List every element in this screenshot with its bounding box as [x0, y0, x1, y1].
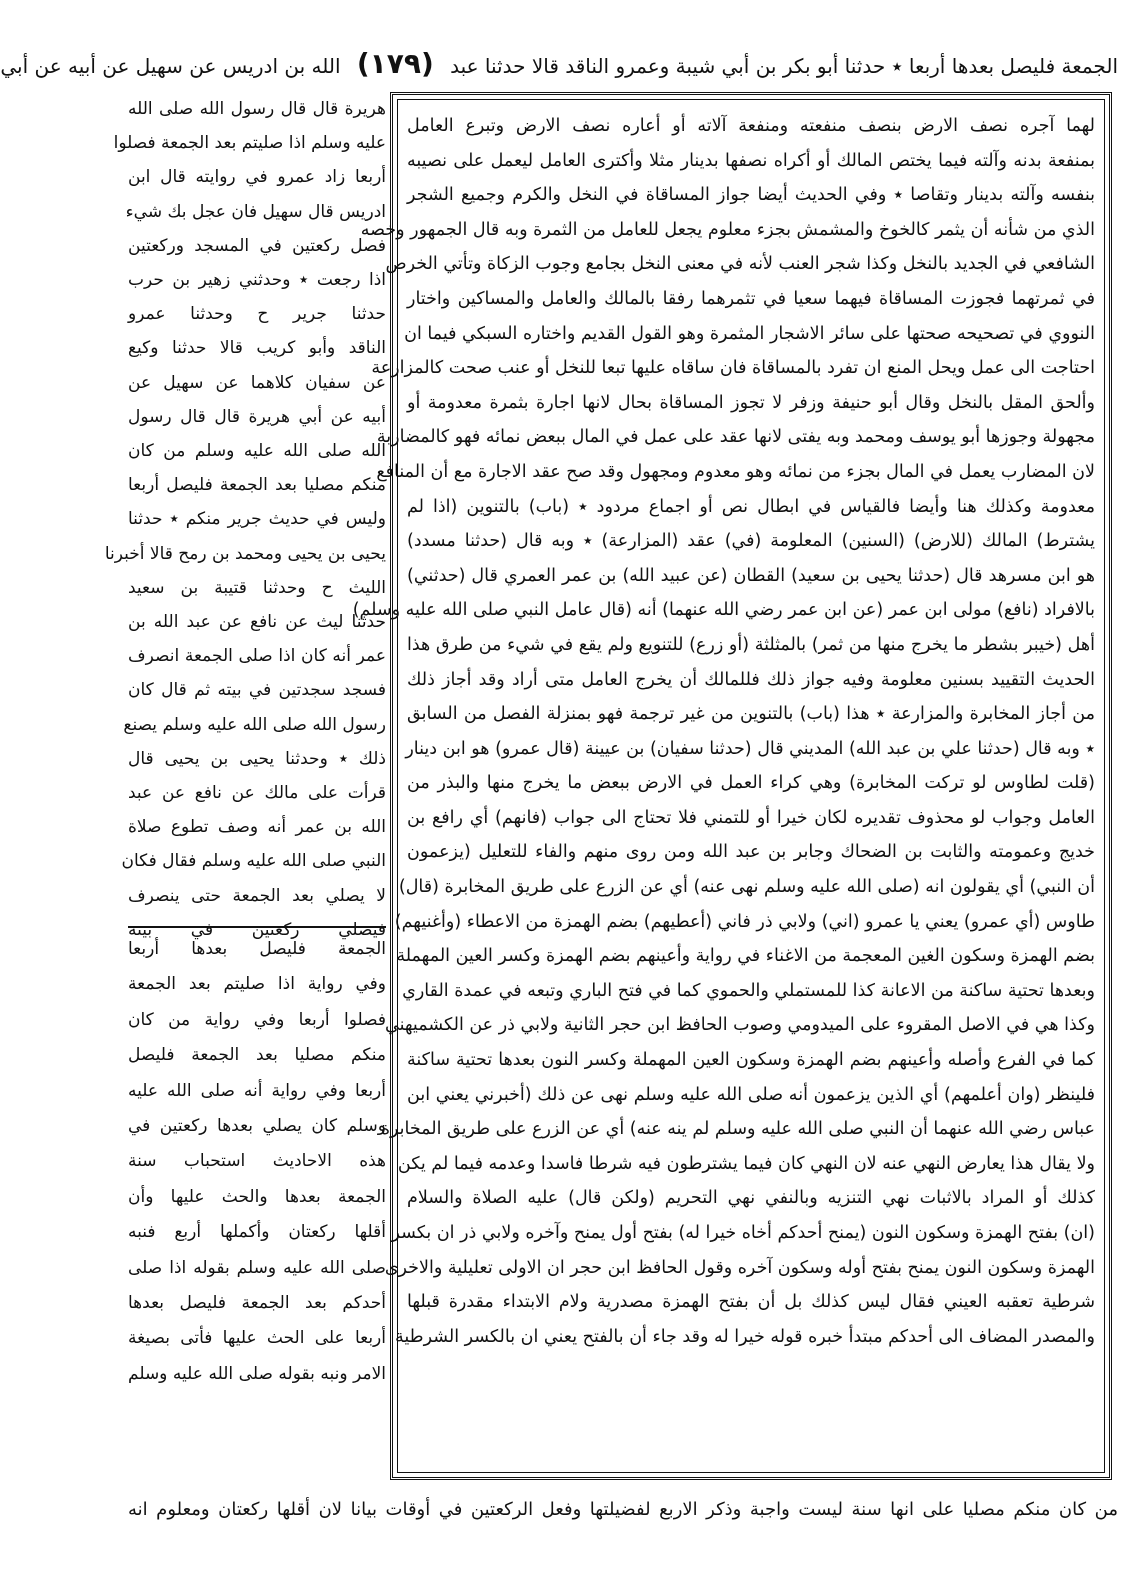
margin-line: منكم مصليا بعد الجمعة فليصل أربعا [128, 475, 386, 496]
header-left-text: الله بن ادريس عن سهيل عن أبيه عن أبي [0, 54, 341, 78]
margin-line: الله صلى الله عليه وسلم من كان [128, 441, 386, 462]
margin-line: فيصلي ركعتين في بيته [128, 919, 386, 940]
margin-line: رسول الله صلى الله عليه وسلم يصنع [123, 714, 386, 735]
text-line: معدومة وكذلك هنا وأيضا فالقياس في ابطال نص أو اجماع مردود ٭ (باب) بالتنوين (اذا لم [407, 496, 1095, 517]
text-line: كذلك أو المراد بالاثبات نهي التنزيه وبالنفي نهي التحريم (ولكن قال) عليه الصلاة والسلام [407, 1188, 1095, 1209]
text-line: من أجاز المخابرة والمزارعة ٭ هذا (باب) بالتنوين من غير ترجمة فهو بمنزلة الفصل من السابق [407, 704, 1095, 725]
margin-line: قرأت على مالك عن نافع عن عبد [128, 783, 386, 804]
text-line: وبعدها تحتية ساكنة من الاعانة كذا للمستملي والحموي كما في فتح الباري وتبعه في عمدة القاري [402, 980, 1095, 1001]
commentary-line: منكم مصليا بعد الجمعة فليصل [128, 1045, 386, 1066]
margin-line: اذا رجعت ٭ وحدثني زهير بن حرب [128, 270, 386, 291]
commentary-line: أحدكم بعد الجمعة فليصل بعدها [128, 1293, 386, 1314]
margin-line: حدثنا جرير ح وحدثنا عمرو [128, 304, 386, 325]
text-line: بضم الهمزة وسكون الغين المعجمة من الاغناء في رواية وأعينهم بضم الهمزة وكسر العين المهملة [396, 946, 1095, 967]
text-line: مجهولة وجوزها أبو يوسف ومحمد وبه يفتى لانها عقد على عمل في المال ببعض نمائه فهو كالمضاربة [376, 427, 1095, 448]
margin-line: أربعا زاد عمرو في روايته قال ابن [128, 167, 386, 188]
margin-line: عمر أنه كان اذا صلى الجمعة انصرف [128, 646, 386, 667]
text-line: في ثمرتهما فجوزت المساقاة فيهما سعيا في تثمرهما رفقا بالمالك والعامل والمساكين واختار [407, 288, 1095, 309]
page-number: (١٧٩) [356, 47, 434, 80]
commentary-line: هذه الاحاديث استحباب سنة [128, 1151, 386, 1172]
text-line: وكذا هي في الاصل المقروء على الميدومي وصوب الحافظ ابن حجر الثانية ولابي ذر عن الكشميهني [385, 1015, 1095, 1036]
margin-line: يحيى بن يحيى ومحمد بن رمح قالا أخبرنا [104, 543, 386, 564]
text-line: يشترط) المالك (للارض) (السنين) المعلومة (في) عقد (المزارعة) ٭ وبه قال (حدثنا مسدد) [407, 531, 1095, 552]
margin-line: الليث ح وحدثنا قتيبة بن سعيد [128, 577, 386, 598]
text-line: فلينظر (وان أعلمهم) أي الذين يزعمون أنه صلى الله عليه وسلم نهى عن ذلك (أخبرني يعني ابن [407, 1084, 1095, 1105]
margin-line: ادريس قال سهيل فان عجل بك شيء [125, 201, 386, 222]
commentary-line: الجمعة بعدها والحث عليها وأن [128, 1186, 386, 1207]
margin-line: هريرة قال قال رسول الله صلى الله [128, 99, 386, 119]
text-line: عباس رضي الله عنهما أن النبي صلى الله عليه وسلم لم ينه عنه) أي عن الزرع على طريق المخابرة [380, 1119, 1095, 1140]
margin-line: لا يصلي بعد الجمعة حتى ينصرف [128, 885, 386, 906]
margin-nawawi-commentary [128, 926, 386, 1392]
text-line: بالافراد (نافع) مولى ابن عمر (عن ابن عمر رضي الله عنهما) أنه (قال عامل النبي صلى الله عليه وسلم) [352, 600, 1095, 621]
margin-line: وليس في حديث جرير منكم ٭ حدثنا [128, 509, 386, 530]
text-line: والمصدر المضاف الى أحدكم مبتدأ خبره قوله خيرا له وقد جاء أن بالفتح يعني ان بالكسر الشرطية [395, 1326, 1095, 1347]
commentary-line: وسلم كان يصلي بعدها ركعتين في [128, 1116, 386, 1137]
commentary-line: وفي رواية اذا صليتم بعد الجمعة [128, 974, 386, 995]
margin-line: الله بن عمر أنه وصف تطوع صلاة [128, 817, 386, 838]
text-line: وألحق المقل بالنخل وقال أبو حنيفة وزفر لا تجوز المساقاة بحال لانها اجارة بثمرة معدومة أو [407, 392, 1095, 413]
commentary-line: الامر ونبه بقوله صلى الله عليه وسلم [128, 1363, 386, 1384]
text-line: الهمزة وسكون النون يمنح بفتح أوله وسكون آخره وقول الحافظ ابن حجر ان الاولى تعليلية والاخرى [384, 1257, 1095, 1278]
text-line: ولا يقال هذا يعارض النهي عنه لان النهي كان فيما يشترطون فيه شرطا فاسدا وعدمه فيما لم يكن [397, 1153, 1095, 1174]
text-line: الشافعي في الجديد بالنخل وكذا شجر العنب لأنه في معنى النخل بجامع وجوب الزكاة وتأتي الخرص [385, 254, 1095, 275]
footer-line: من كان منكم مصليا على انها سنة ليست واجبة وذكر الاربع لفضيلتها وفعل الركعتين في أوقات بيانا لان أقلها ركعتان ومعلوم انه [128, 1499, 1118, 1520]
text-line: بنفسه وآلته بدينار وتقاصا ٭ وفي الحديث أيضا جواز المساقاة في النخل والكرم وجميع الشجر [407, 185, 1095, 206]
text-line: شرطية تعقبه العيني فقال ليس كذلك بل أن بفتح الهمزة مصدرية ولام الابتداء مقدرة قبلها [407, 1292, 1095, 1313]
margin-line: فصل ركعتين في المسجد وركعتين [128, 235, 386, 256]
text-line: لهما آجره نصف الارض بنصف منفعته ومنفعة آلاته أو أعاره نصف الارض وتبرع العامل [407, 116, 1095, 136]
main-commentary-text [352, 109, 1095, 1465]
margin-line: ذلك ٭ وحدثنا يحيى بن يحيى قال [128, 748, 386, 769]
text-line: النووي في تصحيحه صحتها على سائر الاشجار المثمرة وهو القول القديم واختاره السبكي فيما ان [404, 323, 1095, 344]
text-line: أهل (خيبر بشطر ما يخرج منها من ثمر) بالمثلثة (أو زرع) للتنويع ولم يقع في شيء من طرق هذا [407, 634, 1095, 655]
commentary-line: أقلها ركعتان وأكملها أربع فنبه [128, 1222, 386, 1243]
text-line: ٭ وبه قال (حدثنا علي بن عبد الله) المديني قال (حدثنا سفيان) بن عيينة (قال عمرو) هو ابن دينار [405, 738, 1095, 759]
main-commentary-frame [352, 92, 1112, 1480]
margin-line: أبيه عن أبي هريرة قال قال رسول [128, 406, 386, 427]
text-line: خديج وعمومته والثابت بن الضحاك وجابر بن عبد الله ومن روى منهم والفاء للتعليل (يزعمون [407, 842, 1095, 863]
margin-line: الناقد وأبو كريب قالا حدثنا وكيع [128, 338, 386, 359]
margin-hadith-text [104, 92, 386, 947]
text-line: طاوس (أي عمرو) يعني يا عمرو (اني) ولابي ذر فاني (أعطيهم) بضم الهمزة من الاعطاء (وأغنيهم) [394, 911, 1095, 932]
margin-line: عليه وسلم اذا صليتم بعد الجمعة فصلوا [113, 133, 386, 154]
header-right-text: الجمعة فليصل بعدها أربعا ٭ حدثنا أبو بكر بن أبي شيبة وعمرو الناقد قالا حدثنا عبد [450, 54, 1118, 78]
margin-line: فسجد سجدتين في بيته ثم قال كان [128, 680, 386, 701]
margin-line: عن سفيان كلاهما عن سهيل عن [128, 372, 386, 393]
text-line: (قلت لطاوس لو تركت المخابرة) وهي كراء العمل في الارض ببعض ما يخرج منها والبذر من [407, 773, 1095, 794]
commentary-line: أربعا على الحث عليها فأتى بصيغة [128, 1328, 386, 1349]
commentary-line: فصلوا أربعا وفي رواية من كان [128, 1009, 386, 1030]
text-line: الذي من شأنه أن يثمر كالخوخ والمشمش بجزء معلوم يجعل للعامل من الثمرة وبه قال الجمهور وخصه [360, 219, 1095, 240]
text-line: الحديث التقييد بسنين معلومة وفيه جواز ذلك فللمالك أن يخرج العامل متى أراد وقد أجاز ذلك [407, 669, 1095, 690]
text-line: هو ابن مسرهد قال (حدثنا يحيى بن سعيد) القطان (عن عبيد الله) بن عمر العمري قال (حدثني) [407, 565, 1095, 586]
text-line: احتاجت الى عمل ويحل المنع ان تفرد بالمساقاة فان ساقاه عليها تبعا للنخل أو عنب صحت كالمزارعة [371, 358, 1095, 379]
text-line: بمنفعة بدنه وآلته فيما يختص المالك أو أكراه نصفها بدينار مثلا وأكترى العامل ليعمل على نصيبه [407, 150, 1095, 171]
text-line: أن النبي) أي يقولون انه (صلى الله عليه وسلم نهى عنه) أي عن الزرع على طريق المخابرة (قال) [398, 877, 1095, 898]
text-line: لان المضارب يعمل في المال بجزء من نمائه وهو معدوم ومجهول وقد صح عقد الاجارة مع أن المنافع [376, 461, 1095, 482]
text-line: العامل وجواب لو محذوف تقديره لكان خيرا أو للتمني فلا تحتاج الى جواب (فانهم) أي رافع بن [407, 807, 1095, 828]
text-line: كما في الفرع وأصله وأعينهم بضم الهمزة وسكون العين المهملة وكسر النون بعدها تحتية ساكنة [407, 1050, 1095, 1071]
text-line: (ان) بفتح الهمزة وسكون النون (يمنح أحدكم أخاه خيرا له) بفتح أول يمنح وآخره ولابي ذر ان بكسر [391, 1223, 1095, 1243]
margin-line: النبي صلى الله عليه وسلم فقال فكان [121, 851, 386, 872]
commentary-line: صلى الله عليه وسلم بقوله اذا صلى [128, 1257, 386, 1278]
commentary-line: الجمعة فليصل بعدها أربعا [128, 939, 386, 959]
commentary-line: أربعا وفي رواية أنه صلى الله عليه [128, 1080, 386, 1101]
page-header [0, 40, 1118, 88]
margin-line: حدثنا ليث عن نافع عن عبد الله بن [128, 612, 386, 633]
